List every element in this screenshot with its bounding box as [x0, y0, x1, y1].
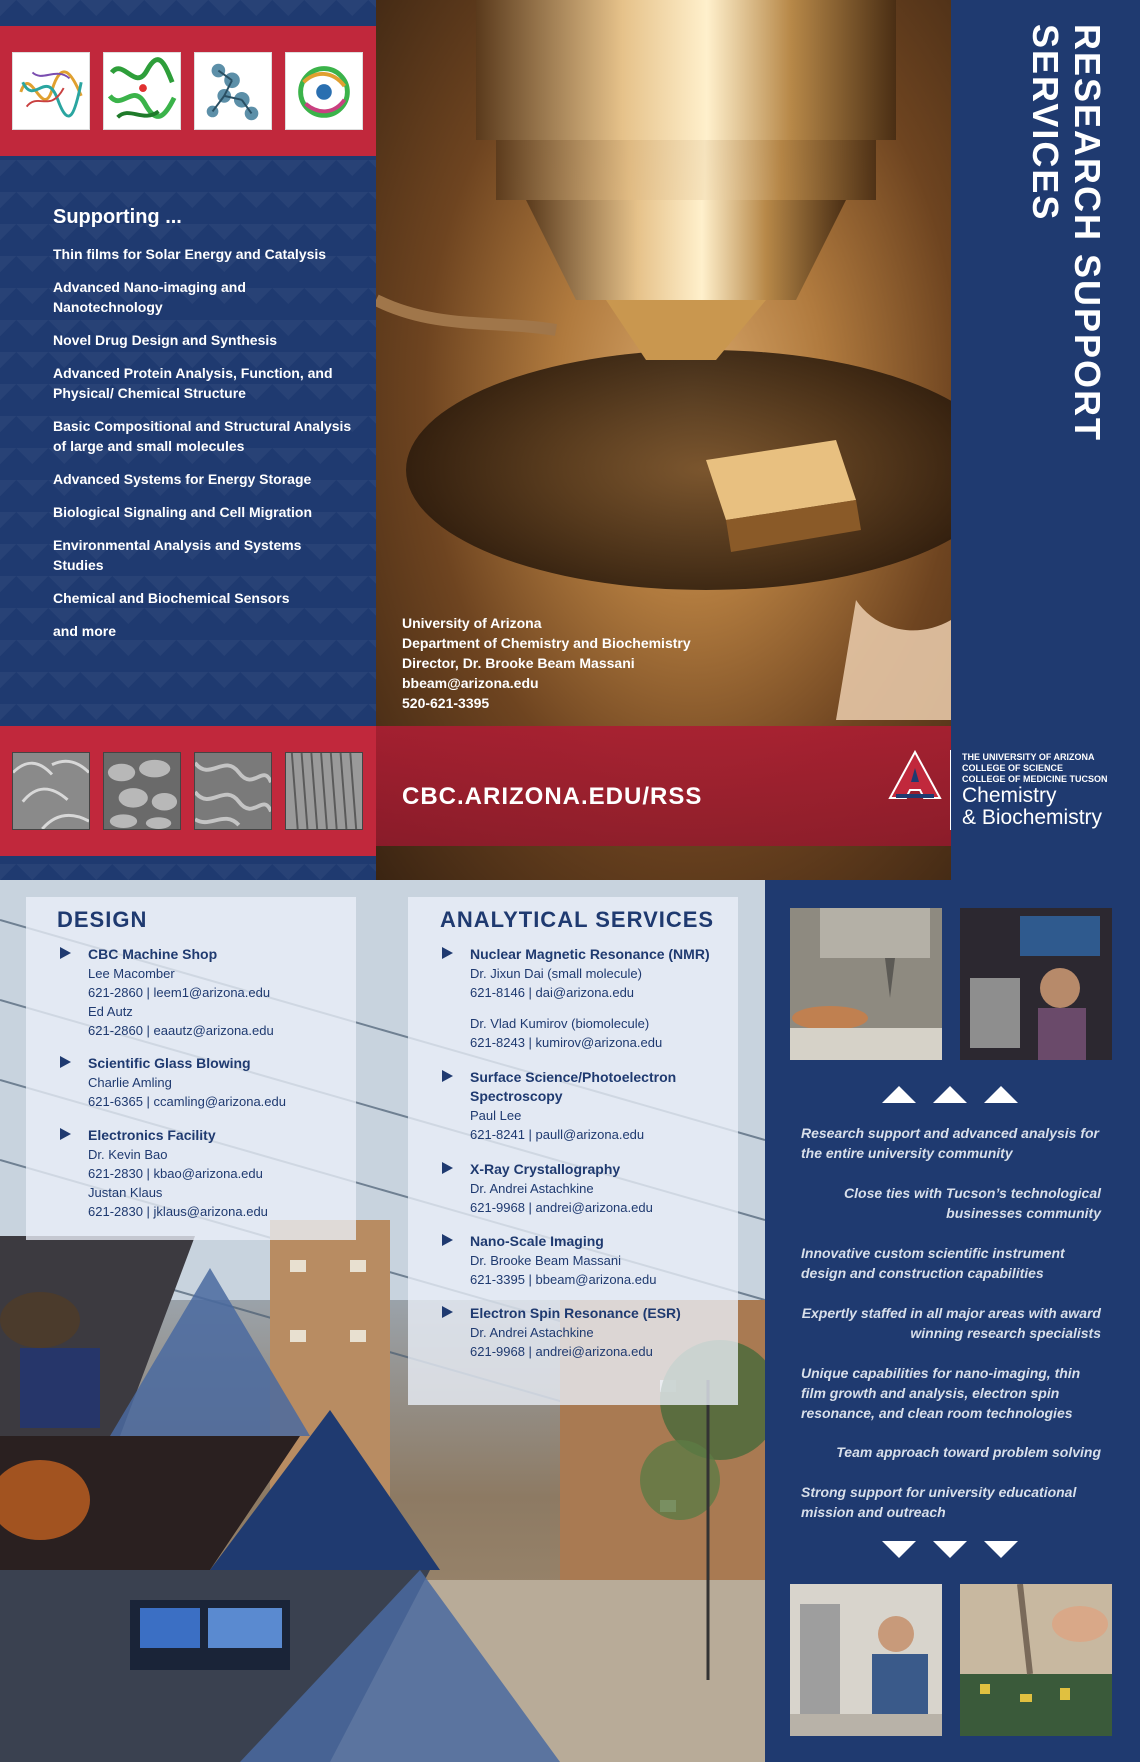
lab-researcher-photo-1 — [960, 908, 1112, 1060]
service-name: Nano-Scale Imaging — [470, 1233, 604, 1249]
bullet-arrow-icon — [442, 947, 453, 959]
nano-texture-image-2 — [103, 752, 181, 830]
supporting-item: Advanced Protein Analysis, Function, and Physical/ Chemical Structure — [53, 365, 333, 401]
nano-texture-image-3 — [194, 752, 272, 830]
feature-item: Expertly staffed in all major areas with award winning research specialists — [801, 1305, 1101, 1341]
service-contact: 621-9968 | andrei@arizona.edu — [470, 1344, 653, 1359]
college-wordmark — [962, 752, 1108, 829]
service-contact: Ed Autz — [88, 1004, 133, 1019]
logo-chemistry: Chemistry — [962, 784, 1057, 807]
supporting-item: Advanced Systems for Energy Storage — [53, 471, 312, 487]
supporting-title: Supporting ... — [53, 206, 182, 228]
service-contact: Paul Lee — [470, 1108, 522, 1123]
contact-university: University of Arizona — [402, 615, 542, 631]
service-name: Electron Spin Resonance (ESR) — [470, 1305, 681, 1321]
triangle-down-icon — [882, 1541, 916, 1558]
university-a-logo — [888, 750, 942, 800]
lab-researcher-photo-2 — [790, 1584, 942, 1736]
service-contact: 621-8241 | paull@arizona.edu — [470, 1127, 645, 1142]
supporting-item: Environmental Analysis and Systems Studies — [53, 537, 302, 573]
feature-item: Unique capabilities for nano-imaging, thin film growth and analysis, electron spin resonance, and clean room technologies — [801, 1365, 1081, 1421]
design-service-machine-shop — [88, 945, 274, 1040]
feature-item: Innovative custom scientific instrument design and construction capabilities — [801, 1245, 1065, 1281]
design-title: DESIGN — [57, 907, 148, 932]
service-name: X-Ray Crystallography — [470, 1161, 621, 1177]
service-contact: Dr. Kevin Bao — [88, 1147, 168, 1162]
circuit-board-photo — [960, 1584, 1112, 1736]
protein-structure-image-1 — [12, 52, 90, 130]
contact-department: Department of Chemistry and Biochemistry — [402, 635, 691, 651]
design-service-electronics — [88, 1126, 268, 1221]
feature-item: Strong support for university educational mission and outreach — [801, 1484, 1077, 1520]
vertical-title: RESEARCH SUPPORT SERVICES — [1025, 24, 1108, 443]
feature-item: Close ties with Tucson’s technological businesses community — [844, 1185, 1101, 1221]
service-contact: 621-9968 | andrei@arizona.edu — [470, 1200, 653, 1215]
protein-structure-image-2 — [103, 52, 181, 130]
analytical-service-esr — [470, 1304, 681, 1361]
service-contact: Dr. Vlad Kumirov (biomolecule) — [470, 1016, 650, 1031]
analytical-service-surface-science — [470, 1068, 740, 1144]
contact-email[interactable]: bbeam@arizona.edu — [402, 675, 539, 691]
analytical-title: ANALYTICAL SERVICES — [440, 907, 715, 932]
service-contact: 621-8243 | kumirov@arizona.edu — [470, 1035, 663, 1050]
service-contact: 621-2860 | leem1@arizona.edu — [88, 985, 271, 1000]
service-contact: Dr. Brooke Beam Massani — [470, 1253, 622, 1268]
feature-item: Research support and advanced analysis for the entire university community — [801, 1125, 1099, 1161]
service-contact: Dr. Andrei Astachkine — [470, 1325, 594, 1340]
service-contact: Dr. Andrei Astachkine — [470, 1181, 594, 1196]
analytical-service-nano-imaging — [470, 1232, 656, 1289]
protein-structure-image-4 — [285, 52, 363, 130]
supporting-item: Thin films for Solar Energy and Catalysis — [53, 246, 327, 262]
nano-tip-photo — [790, 908, 942, 1060]
service-contact: 621-3395 | bbeam@arizona.edu — [470, 1272, 657, 1287]
service-contact: 621-6365 | ccamling@arizona.edu — [88, 1094, 286, 1109]
bullet-arrow-icon — [60, 1056, 71, 1068]
nano-texture-image-4 — [285, 752, 363, 830]
service-name: Electronics Facility — [88, 1127, 216, 1143]
service-contact: Lee Macomber — [88, 966, 175, 981]
triangle-down-icon — [984, 1541, 1018, 1558]
triangle-down-icon — [933, 1541, 967, 1558]
service-contact: 621-8146 | dai@arizona.edu — [470, 985, 635, 1000]
analytical-service-xray — [470, 1160, 653, 1217]
nano-texture-image-1 — [12, 752, 90, 830]
logo-university: THE UNIVERSITY OF ARIZONA — [962, 752, 1095, 762]
logo-divider — [950, 750, 951, 830]
contact-phone: 520-621-3395 — [402, 695, 490, 711]
supporting-list — [53, 244, 353, 654]
contact-block — [402, 613, 691, 713]
bullet-arrow-icon — [442, 1162, 453, 1174]
website-url-link[interactable]: CBC.ARIZONA.EDU/RSS — [402, 783, 703, 810]
bullet-arrow-icon — [60, 947, 71, 959]
logo-college-science: COLLEGE OF SCIENCE — [962, 763, 1064, 773]
service-contact: Justan Klaus — [88, 1185, 163, 1200]
triangle-up-icon — [984, 1086, 1018, 1103]
bullet-arrow-icon — [442, 1234, 453, 1246]
analytical-service-nmr — [470, 945, 710, 1052]
protein-structure-image-3 — [194, 52, 272, 130]
bullet-arrow-icon — [442, 1070, 453, 1082]
service-name: Nuclear Magnetic Resonance (NMR) — [470, 946, 710, 962]
logo-biochemistry: & Biochemistry — [962, 806, 1103, 829]
logo-college-medicine: COLLEGE OF MEDICINE TUCSON — [962, 774, 1108, 784]
supporting-item: Novel Drug Design and Synthesis — [53, 332, 278, 348]
service-contact: Charlie Amling — [88, 1075, 172, 1090]
service-name: Scientific Glass Blowing — [88, 1055, 251, 1071]
supporting-item: Advanced Nano-imaging and Nanotechnology — [53, 279, 246, 315]
service-contact: Dr. Jixun Dai (small molecule) — [470, 966, 642, 981]
design-service-glass-blowing — [88, 1054, 286, 1111]
supporting-item: and more — [53, 623, 117, 639]
bullet-arrow-icon — [442, 1306, 453, 1318]
service-contact: 621-2860 | eaautz@arizona.edu — [88, 1023, 274, 1038]
spacer — [470, 1002, 710, 1014]
triangle-up-icon — [882, 1086, 916, 1103]
service-name: Surface Science/Photoelectron Spectroscopy — [470, 1069, 677, 1104]
supporting-item: Chemical and Biochemical Sensors — [53, 590, 290, 606]
feature-item: Team approach toward problem solving — [836, 1444, 1101, 1460]
supporting-item: Biological Signaling and Cell Migration — [53, 504, 313, 520]
service-contact: 621-2830 | kbao@arizona.edu — [88, 1166, 263, 1181]
service-name: CBC Machine Shop — [88, 946, 218, 962]
triangle-up-icon — [933, 1086, 967, 1103]
bullet-arrow-icon — [60, 1128, 71, 1140]
supporting-item: Basic Compositional and Structural Analysis of large and small molecules — [53, 418, 352, 454]
contact-director: Director, Dr. Brooke Beam Massani — [402, 655, 635, 671]
service-contact: 621-2830 | jklaus@arizona.edu — [88, 1204, 268, 1219]
